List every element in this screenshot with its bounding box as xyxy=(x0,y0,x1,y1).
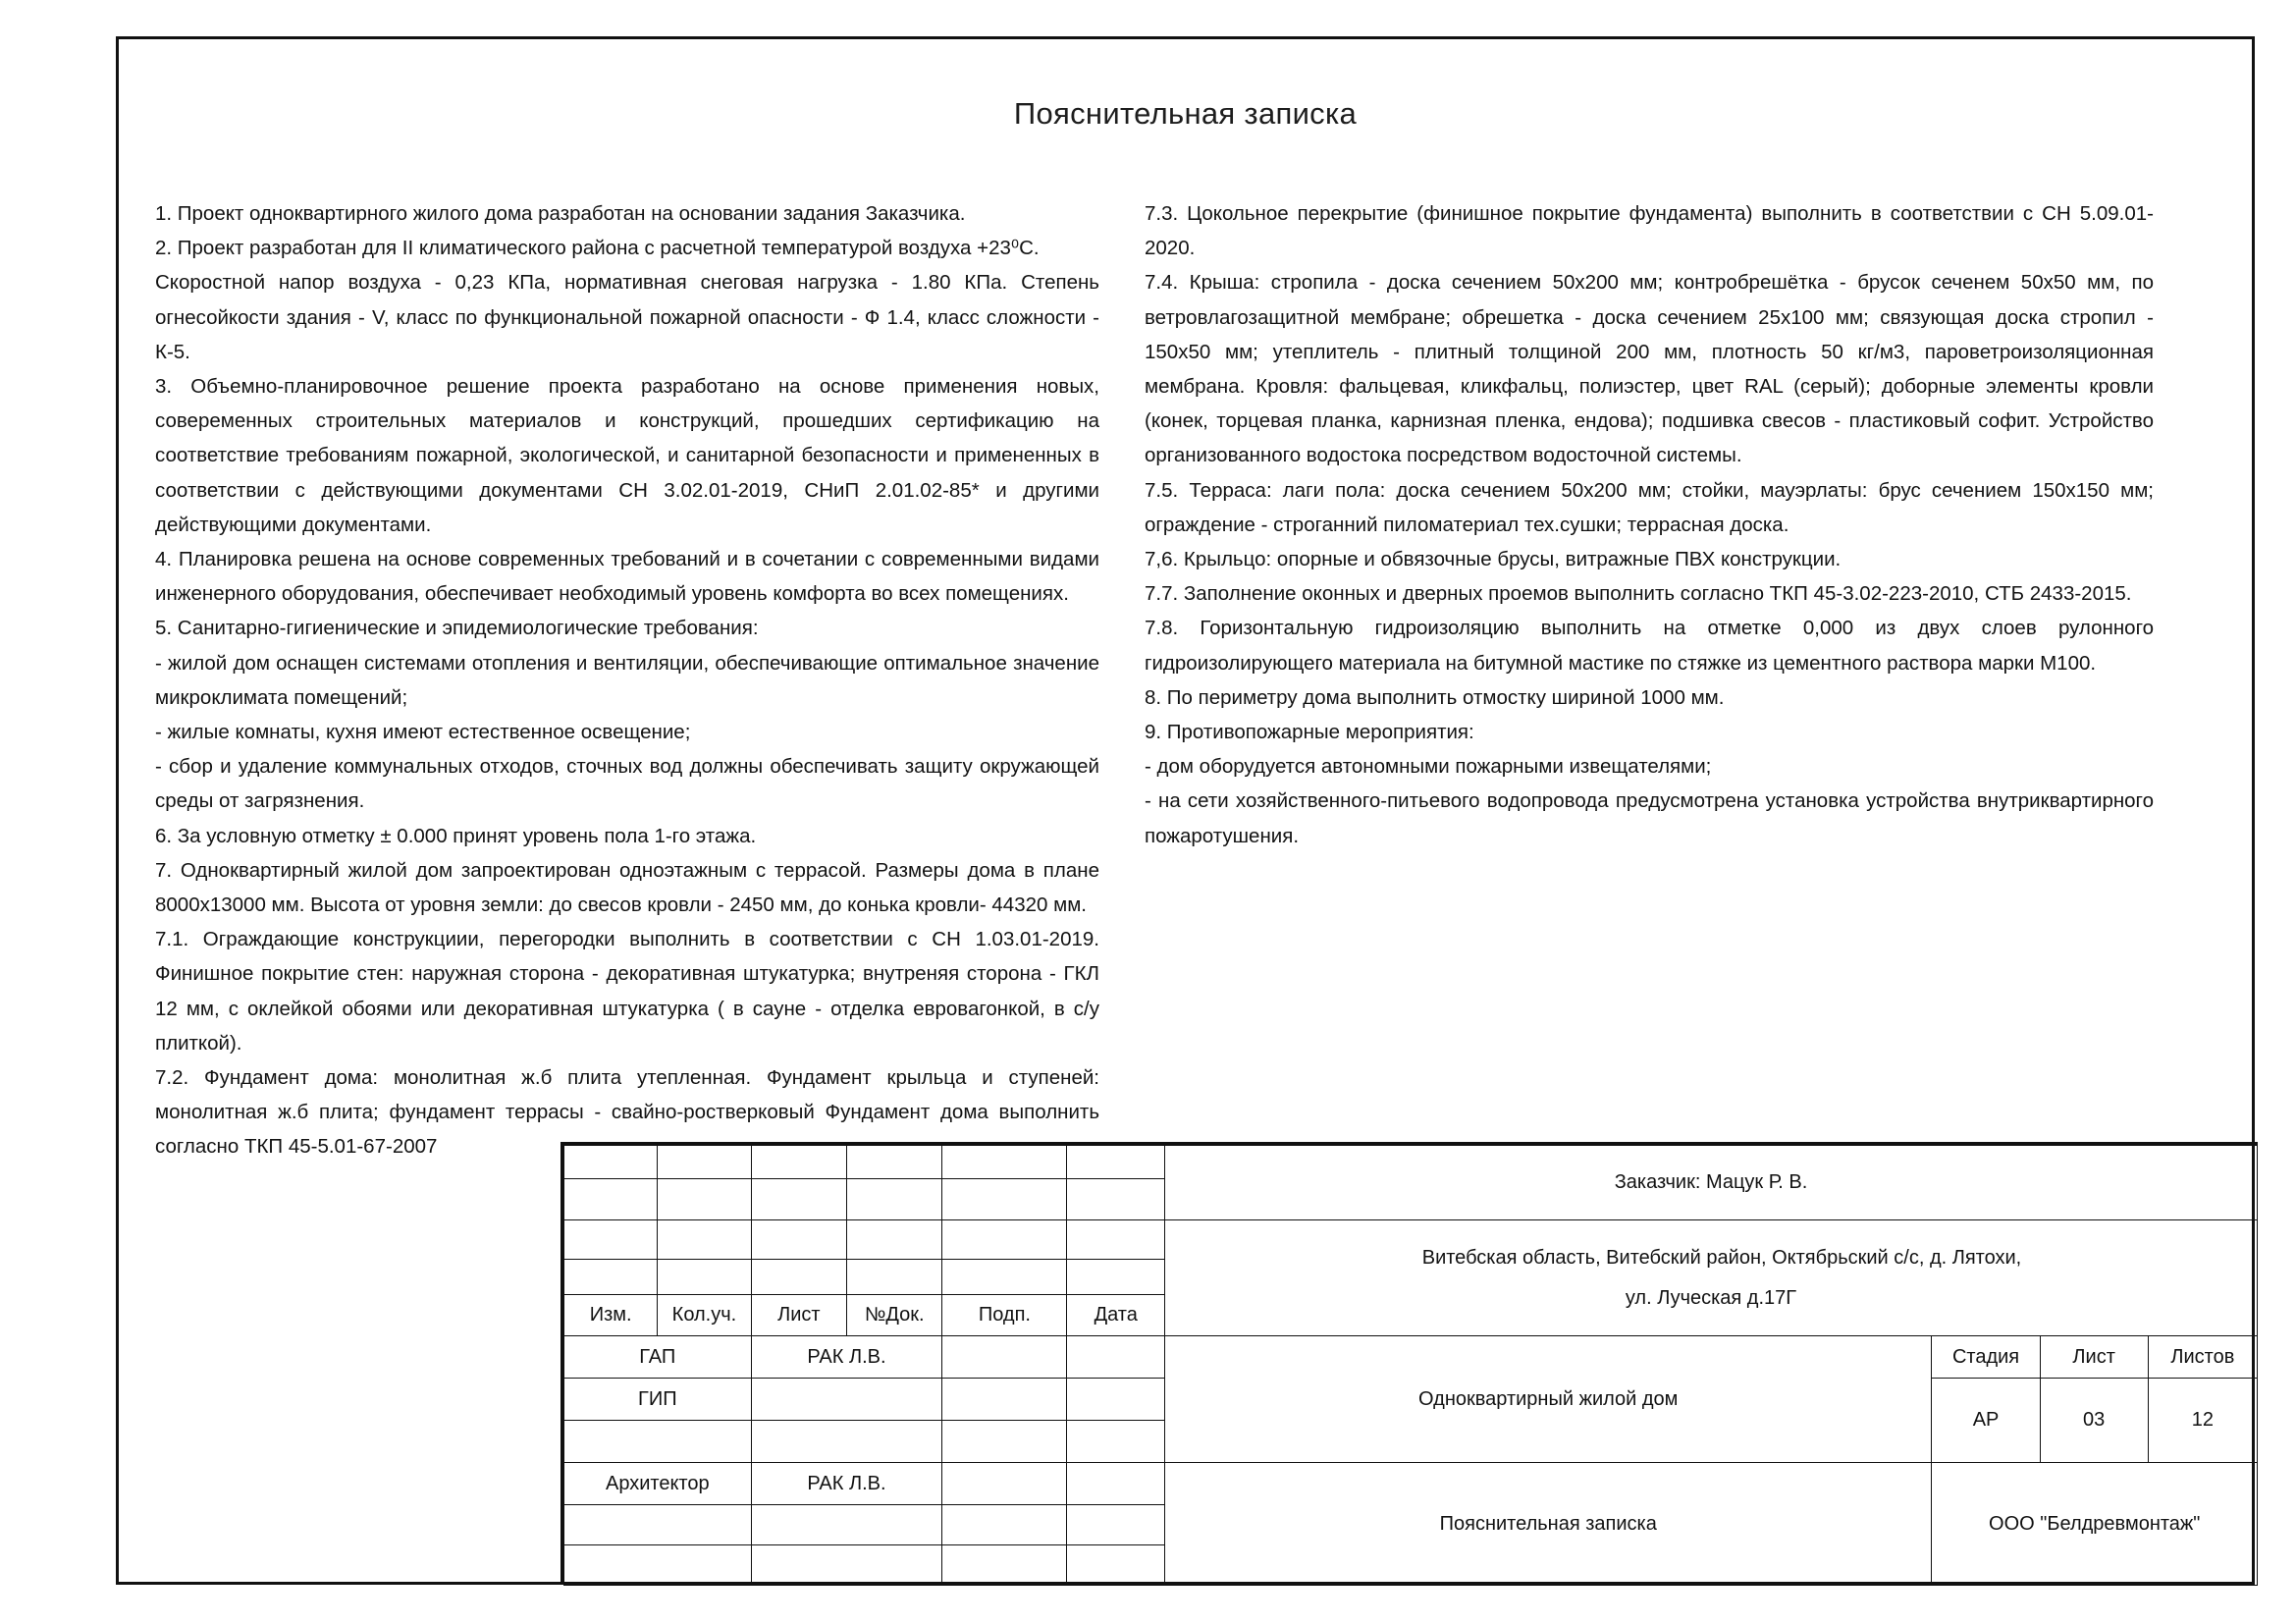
note-paragraph: 7.3. Цокольное перекрытие (финишное покрытие фундамента) выполнить в соответствии с СН 5.09.01-2020. xyxy=(1145,202,2154,260)
role-name-architect[interactable]: Архитектор xyxy=(564,1463,752,1505)
rev-cell-nomdok[interactable] xyxy=(847,1179,942,1220)
role-person-architect[interactable]: РАК Л.В. xyxy=(751,1463,942,1505)
rev-cell-koluch[interactable] xyxy=(658,1220,751,1260)
header-sheet: Лист xyxy=(2040,1336,2148,1379)
header-podp: Подп. xyxy=(942,1295,1067,1336)
rev-cell-list[interactable] xyxy=(751,1220,846,1260)
rev-cell-data[interactable] xyxy=(1067,1220,1165,1260)
rev-cell-izm[interactable] xyxy=(564,1179,658,1220)
address-line-1: Витебская область, Витебский район, Октябрьский с/с, д. Лятохи, xyxy=(1421,1246,2022,1269)
role-date-architect[interactable] xyxy=(1067,1463,1165,1505)
rev-cell-izm[interactable] xyxy=(564,1220,658,1260)
note-paragraph: - дом оборудуется автономными пожарными извещателями; xyxy=(1145,755,1712,779)
table-row xyxy=(564,1220,2258,1260)
table-row-role xyxy=(564,1336,2258,1379)
role-person-empty[interactable] xyxy=(751,1545,942,1586)
header-list: Лист xyxy=(751,1295,846,1336)
address-line-2: ул. Лучeская д.17Г xyxy=(1625,1286,1797,1309)
header-stadiya: Стадия xyxy=(1932,1336,2040,1379)
role-name-gip[interactable]: ГИП xyxy=(564,1379,752,1421)
note-paragraph: 7.7. Заполнение оконных и дверных проемов выполнить согласно ТКП 45-3.02-223-2010, СТБ 2433-2015. xyxy=(1145,582,2132,606)
notes-body xyxy=(119,196,2252,1178)
stage-value-cell: АР xyxy=(1932,1379,2040,1463)
table-row xyxy=(564,1146,2258,1179)
rev-cell-data[interactable] xyxy=(1067,1179,1165,1220)
note-paragraph: 7.1. Ограждающие конструкциии, перегородки выполнить в соответствии с СН 1.03.01-2019. Финишное покрытие стен: наружная сторона - декоративная штукатурка; внутреняя сторона - ГКЛ 12 мм, с оклейкой обоями или декоративная штукатурка ( в сауне - отделка евровагонкой, в с/у плиткой). xyxy=(155,928,1099,1055)
role-person-gap[interactable]: РАК Л.В. xyxy=(751,1336,942,1379)
rev-cell-podp[interactable] xyxy=(942,1179,1067,1220)
rev-cell-koluch[interactable] xyxy=(658,1146,751,1179)
rev-cell-list[interactable] xyxy=(751,1146,846,1179)
note-paragraph: 7.5. Терраса: лаги пола: доска сечением 50х200 мм; стойки, мауэрлаты: брус сечением 150х150 мм; ограждение - строганний пиломатериал тех.сушки; террасная доска. xyxy=(1145,478,2154,536)
header-izm: Изм. xyxy=(564,1295,658,1336)
page-title: Пояснительная записка xyxy=(1013,96,1358,131)
rev-cell-podp[interactable] xyxy=(942,1146,1067,1179)
sheet-value-cell: 03 xyxy=(2040,1379,2148,1463)
rev-cell-data[interactable] xyxy=(1067,1146,1165,1179)
note-paragraph: 9. Противопожарные мероприятия: xyxy=(1145,721,1474,744)
rev-cell-list[interactable] xyxy=(751,1260,846,1295)
sheets-total-value-cell: 12 xyxy=(2148,1379,2257,1463)
organization-cell: ООО "Белдревмонтаж" xyxy=(1932,1463,2258,1586)
rev-cell-koluch[interactable] xyxy=(658,1260,751,1295)
note-paragraph: 7.2. Фундамент дома: монолитная ж.б плита утепленная. Фундамент крыльца и ступеней: монолитная ж.б плита; фундамент террасы - свайно-ростверковый Фундамент дома выполнить согласно ТКП 45-5.01-67-2007 xyxy=(155,1066,1099,1159)
note-paragraph: 5. Санитарно-гигиенические и эпидемиологические требования: xyxy=(155,617,759,640)
rev-cell-nomdok[interactable] xyxy=(847,1260,942,1295)
role-name-empty[interactable] xyxy=(564,1421,752,1463)
note-paragraph: - жилые комнаты, кухня имеют естественное освещение; xyxy=(155,721,691,744)
rev-cell-nomdok[interactable] xyxy=(847,1220,942,1260)
note-paragraph: - жилой дом оснащен системами отопления и вентиляции, обеспечивающие оптимальное значение микроклимата помещений; xyxy=(155,651,1099,709)
role-sign-gap[interactable] xyxy=(942,1336,1067,1379)
rev-cell-izm[interactable] xyxy=(564,1146,658,1179)
rev-cell-list[interactable] xyxy=(751,1179,846,1220)
note-paragraph: 2. Проект разработан для II климатического района с расчетной температурой воздуха +23⁰С. xyxy=(155,237,1040,260)
note-paragraph: 7,6. Крыльцо: опорные и обвязочные брусы, витражные ПВХ конструкции. xyxy=(1145,548,1842,571)
role-person-empty[interactable] xyxy=(751,1505,942,1545)
note-paragraph: - сбор и удаление коммунальных отходов, сточных вод должны обеспечивать защиту окружающей среды от загрязнения. xyxy=(155,755,1099,813)
note-paragraph: 7.8. Горизонтальную гидроизоляцию выполнить на отметке 0,000 из двух слоев рулонного гидроизолирующего материала на битумной мастике по стяжке из цементного раствора марки М100. xyxy=(1145,617,2154,675)
note-paragraph: 1. Проект одноквартирного жилого дома разработан на основании задания Заказчика. xyxy=(155,202,966,225)
notes-column-left xyxy=(155,196,1099,1164)
note-paragraph: 3. Объемно-планировочное решение проекта разработано на основе применения новых, совеременных строительных материалов и конструкций, прошедших сертификацию на соответствие требованиям пожарной, экологической, и санитарной безопасности и примененных в соответствии с действующими документами СН 3.02.01-2019, СНиП 2.01.02-85* и другими действующими документами. xyxy=(155,375,1099,536)
role-person-gip[interactable] xyxy=(751,1379,942,1421)
rev-cell-data[interactable] xyxy=(1067,1260,1165,1295)
role-name-empty[interactable] xyxy=(564,1505,752,1545)
note-paragraph: Скоростной напор воздуха - 0,23 КПа, нормативная снеговая нагрузка - 1.80 КПа. Степень огнесойкости здания - V, класс по функциональной пожарной опасности - Ф 1.4, класс сложности - К-5. xyxy=(155,271,1099,363)
title-block-table xyxy=(563,1145,2258,1586)
role-sign-empty[interactable] xyxy=(942,1505,1067,1545)
role-name-gap[interactable]: ГАП xyxy=(564,1336,752,1379)
header-sheets-total: Листов xyxy=(2148,1336,2257,1379)
note-paragraph: 7.4. Крыша: стропила - доска сечением 50х200 мм; контробрешётка - брусок сеченем 50х50 мм, по ветровлагозащитной мембране; обрешетка - доска сечением 25х100 мм; связующая доска стропил - 150х50 мм; утеплитель - плитный толщиной 200 мм, плотность 50 кг/м3, пароветроизоляционная мембрана. Кровля: фальцевая, кликфальц, полиэстер, цвет RAL (серый); доборные элементы кровли (конек, торцевая планка, карнизная пленка, ендова); подшивка свесов - пластиковый софит. Устройство организованного водостока посредством водосточной системы. xyxy=(1145,271,2154,467)
note-paragraph: 4. Планировка решена на основе современных требований и в сочетании с современными видами инженерного оборудования, обеспечивает необходимый уровень комфорта во всех помещениях. xyxy=(155,548,1099,606)
role-date-gip[interactable] xyxy=(1067,1379,1165,1421)
role-sign-empty[interactable] xyxy=(942,1545,1067,1586)
note-paragraph: - на сети хозяйственного-питьевого водопровода предусмотрена установка устройства внутриквартирного пожаротушения. xyxy=(1145,789,2154,847)
role-name-empty[interactable] xyxy=(564,1545,752,1586)
header-koluch: Кол.уч. xyxy=(658,1295,751,1336)
table-row-role xyxy=(564,1463,2258,1505)
header-nomdok: №Док. xyxy=(847,1295,942,1336)
rev-cell-nomdok[interactable] xyxy=(847,1146,942,1179)
notes-column-right xyxy=(1145,196,2154,853)
rev-cell-koluch[interactable] xyxy=(658,1179,751,1220)
role-date-empty[interactable] xyxy=(1067,1421,1165,1463)
role-date-empty[interactable] xyxy=(1067,1505,1165,1545)
role-date-empty[interactable] xyxy=(1067,1545,1165,1586)
note-paragraph: 7. Одноквартирный жилой дом запроектирован одноэтажным с террасой. Размеры дома в плане 8000х13000 мм. Высота от уровня земли: до свесов кровли - 2450 мм, до конька кровли- 44320 мм. xyxy=(155,858,1099,917)
address-cell xyxy=(1165,1220,2258,1336)
rev-cell-izm[interactable] xyxy=(564,1260,658,1295)
object-name-cell: Одноквартирный жилой дом xyxy=(1165,1336,1932,1463)
role-sign-empty[interactable] xyxy=(942,1421,1067,1463)
title-block xyxy=(561,1142,2258,1582)
note-paragraph: 8. По периметру дома выполнить отмостку шириной 1000 мм. xyxy=(1145,685,1725,709)
role-date-gap[interactable] xyxy=(1067,1336,1165,1379)
rev-cell-podp[interactable] xyxy=(942,1260,1067,1295)
customer-cell: Заказчик: Мацук Р. В. xyxy=(1165,1146,2258,1220)
role-sign-architect[interactable] xyxy=(942,1463,1067,1505)
sheet-name-cell: Пояснительная записка xyxy=(1165,1463,1932,1586)
role-person-empty[interactable] xyxy=(751,1421,942,1463)
role-sign-gip[interactable] xyxy=(942,1379,1067,1421)
drawing-sheet-frame xyxy=(116,36,2255,1585)
rev-cell-podp[interactable] xyxy=(942,1220,1067,1260)
note-paragraph: 6. За условную отметку ± 0.000 принят уровень пола 1-го этажа. xyxy=(155,824,757,847)
header-data: Дата xyxy=(1067,1295,1165,1336)
